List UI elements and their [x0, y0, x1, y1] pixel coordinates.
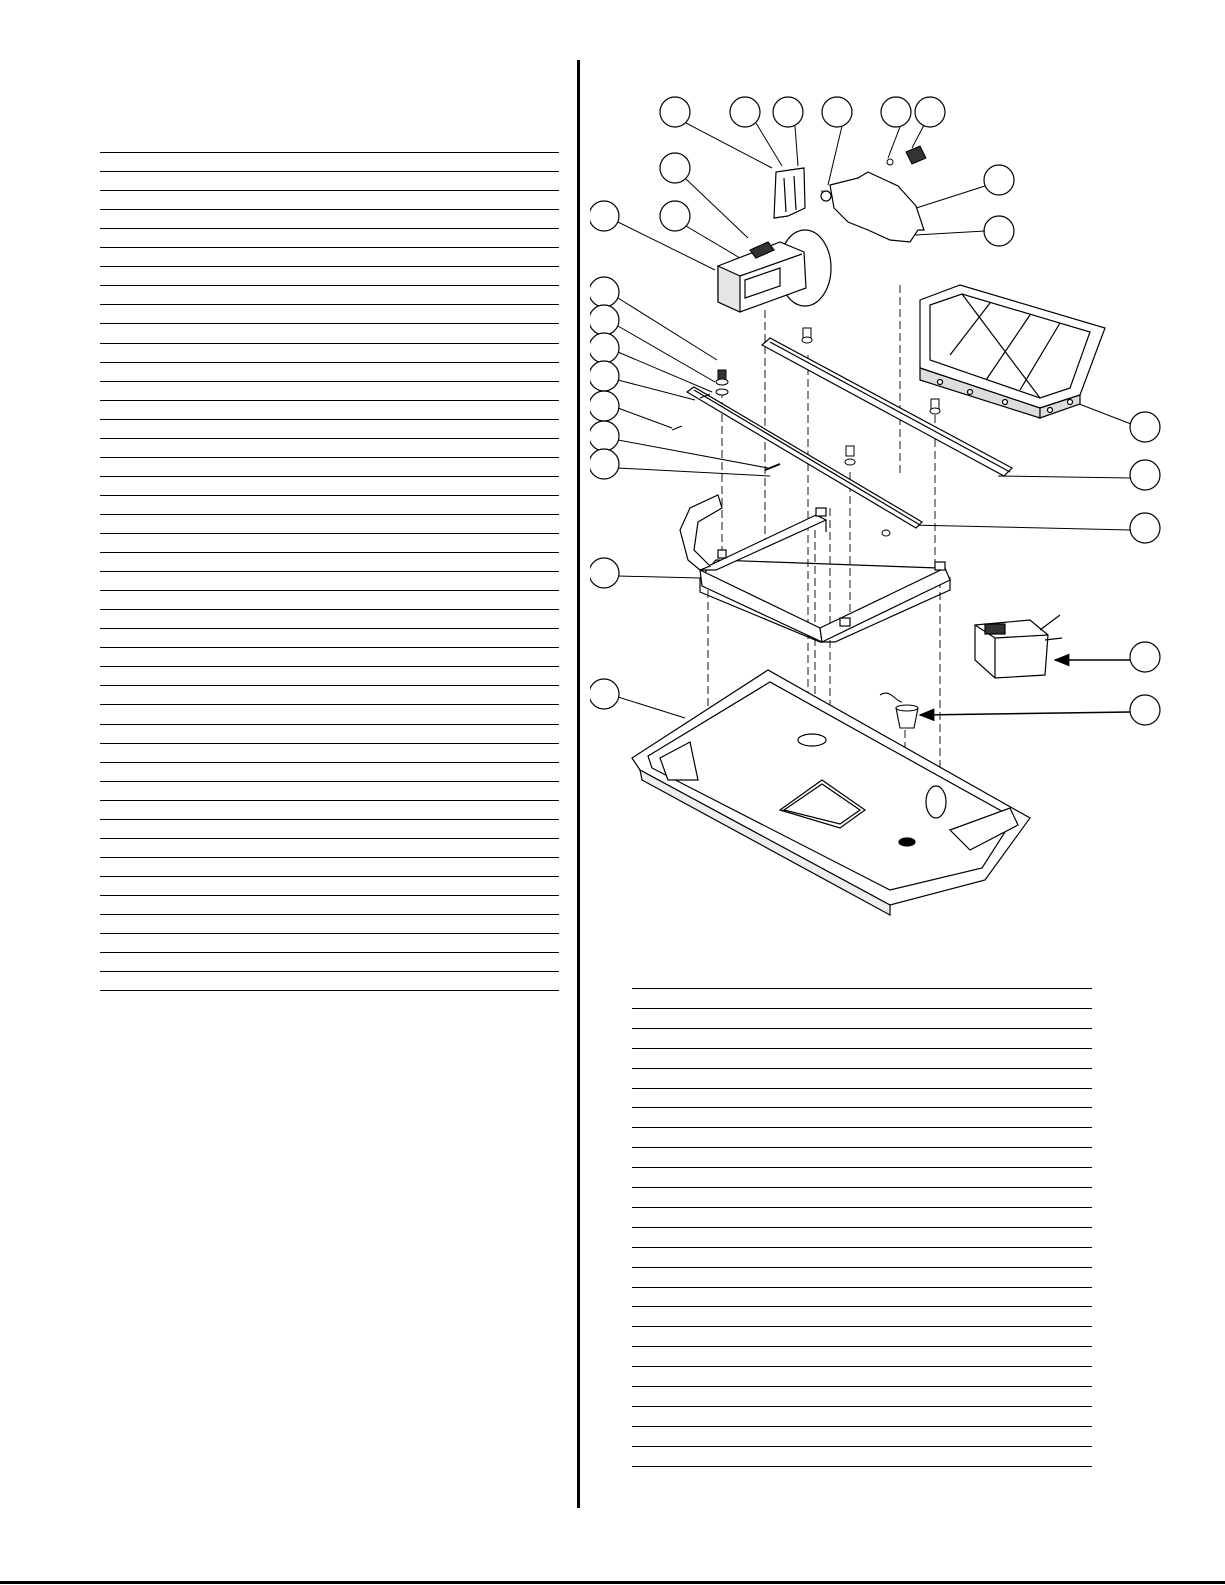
table-rule [632, 1366, 1092, 1367]
right-parts-table [632, 988, 1092, 1448]
table-rule [632, 1187, 1092, 1188]
table-rule [100, 571, 559, 572]
table-rule [632, 1446, 1092, 1447]
table-rule [100, 304, 559, 305]
table-rule [632, 1147, 1092, 1148]
table-rule [100, 514, 559, 515]
table-rule [632, 1346, 1092, 1347]
table-rule [100, 724, 559, 725]
water-tray [632, 670, 1030, 915]
table-rule [100, 857, 559, 858]
table-rule [632, 1326, 1092, 1327]
table-rule [100, 895, 559, 896]
table-rule [632, 1426, 1092, 1427]
table-rule [100, 876, 559, 877]
table-rule [100, 590, 559, 591]
table-rule [100, 743, 559, 744]
table-rule [632, 1207, 1092, 1208]
column-divider [577, 60, 580, 1508]
table-rule [100, 800, 559, 801]
table-rule [100, 704, 559, 705]
sliding-cart-tray [920, 285, 1105, 418]
table-rule [100, 438, 559, 439]
table-rule [100, 323, 559, 324]
left-parts-table [100, 152, 559, 992]
table-rule [100, 609, 559, 610]
table-rule [632, 1227, 1092, 1228]
table-rule [100, 362, 559, 363]
table-rule [100, 971, 559, 972]
blade-guard [821, 172, 924, 242]
table-rule [100, 209, 559, 210]
exploded-view-drawing [590, 90, 1180, 930]
table-rule [100, 495, 559, 496]
table-rule [632, 1167, 1092, 1168]
motor-assembly [718, 230, 831, 312]
table-rule [100, 781, 559, 782]
table-rule [632, 1008, 1092, 1009]
table-rule [632, 1287, 1092, 1288]
table-rule [100, 419, 559, 420]
table-rule [632, 1068, 1092, 1069]
splitter-bracket [774, 168, 805, 218]
table-rule [100, 228, 559, 229]
table-rule [100, 933, 559, 934]
table-rule [100, 552, 559, 553]
table-rule [100, 533, 559, 534]
table-rule [100, 171, 559, 172]
page-bottom-rule [0, 1581, 1225, 1584]
table-rule [100, 343, 559, 344]
table-rule [100, 152, 559, 153]
table-rule [632, 1048, 1092, 1049]
table-rule [100, 914, 559, 915]
table-rule [100, 762, 559, 763]
table-rule [100, 400, 559, 401]
table-rule [100, 685, 559, 686]
water-pump [975, 615, 1062, 678]
table-rule [100, 285, 559, 286]
table-rule [632, 1107, 1092, 1108]
table-rule [100, 838, 559, 839]
table-rule [100, 628, 559, 629]
guard-knob [887, 146, 926, 165]
table-rule [100, 266, 559, 267]
table-rule [632, 1306, 1092, 1307]
table-rule [632, 1028, 1092, 1029]
table-rule [632, 1406, 1092, 1407]
table-rule [632, 1466, 1092, 1467]
table-rule [632, 1127, 1092, 1128]
table-rule [100, 666, 559, 667]
exploded-assembly-diagram [590, 90, 1180, 930]
table-rule [632, 988, 1092, 989]
table-rule [632, 1267, 1092, 1268]
table-rule [632, 1386, 1092, 1387]
table-rule [100, 247, 559, 248]
table-rule [100, 647, 559, 648]
drain-plug [880, 693, 918, 728]
table-rule [100, 190, 559, 191]
table-rule [100, 819, 559, 820]
table-rule [632, 1247, 1092, 1248]
table-rule [100, 476, 559, 477]
table-rule [100, 381, 559, 382]
table-rule [100, 457, 559, 458]
table-rule [100, 952, 559, 953]
table-rule [100, 990, 559, 991]
table-rule [632, 1088, 1092, 1089]
